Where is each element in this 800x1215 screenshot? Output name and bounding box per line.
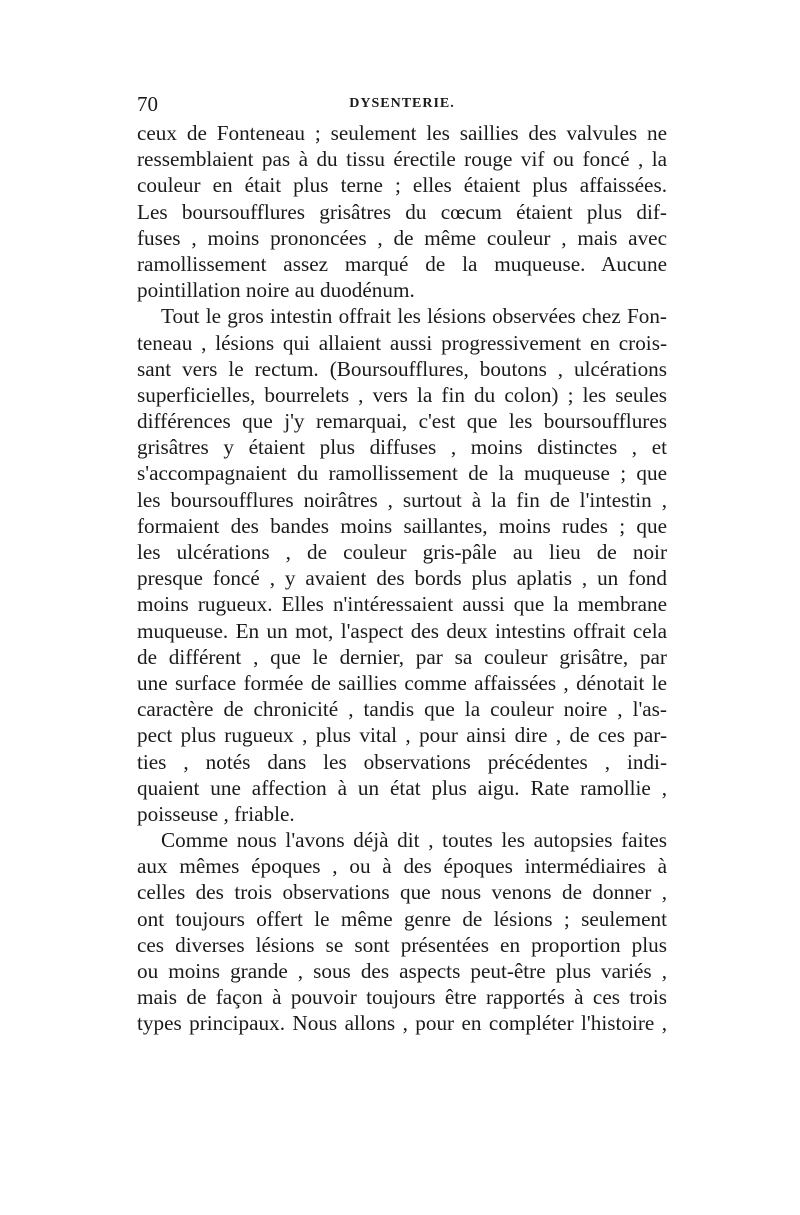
text-line: celles des trois observations que nous venons de donner , — [137, 880, 667, 905]
text-line: s'accompagnaient du ramollissement de la muqueuse ; que — [137, 461, 667, 486]
book-page — [137, 92, 667, 1037]
text-line: ramollissement assez marqué de la muqueuse. Aucune — [137, 251, 667, 276]
text-line: grisâtres y étaient plus diffuses , moins distinctes , et — [137, 435, 667, 460]
text-line: aux mêmes époques , ou à des époques intermédiaires à — [137, 854, 667, 879]
text-line: quaient une affection à un état plus aigu. Rate ramollie , — [137, 775, 667, 800]
text-line: pointillation noire au duodénum. — [137, 278, 415, 303]
text-line: ont toujours offert le même genre de lésions ; seulement — [137, 906, 667, 931]
text-line: muqueuse. En un mot, l'aspect des deux intestins offrait cela — [137, 618, 667, 643]
text-line: sant vers le rectum. (Boursoufflures, boutons , ulcérations — [137, 356, 667, 381]
text-line: couleur en était plus terne ; elles étaient plus affaissées. — [137, 173, 667, 198]
text-line: mais de façon à pouvoir toujours être rapportés à ces trois — [137, 985, 667, 1010]
text-line: ties , notés dans les observations précédentes , indi- — [137, 749, 667, 774]
text-line: différences que j'y remarquai, c'est que les boursoufflures — [137, 409, 667, 434]
text-line: poisseuse , friable. — [137, 801, 295, 826]
page-number: 70 — [137, 92, 158, 116]
text-line: moins rugueux. Elles n'intéressaient aussi que la membrane — [137, 592, 667, 617]
text-line: une surface formée de saillies comme affaissées , dénotait le — [137, 670, 667, 695]
running-head: DYSENTERIE. — [349, 96, 455, 111]
text-line: pect plus rugueux , plus vital , pour ainsi dire , de ces par- — [137, 723, 667, 748]
text-line: Tout le gros intestin offrait les lésions observées chez Fon- — [161, 304, 667, 329]
text-line: les boursoufflures noirâtres , surtout à la fin de l'intestin , — [137, 487, 667, 512]
text-line: ces diverses lésions se sont présentées en proportion plus — [137, 932, 667, 957]
page-header — [137, 92, 667, 120]
text-line: fuses , moins prononcées , de même couleur , mais avec — [137, 225, 667, 250]
text-line: de différent , que le dernier, par sa couleur grisâtre, par — [137, 644, 667, 669]
body-text — [137, 120, 667, 1037]
text-line: presque foncé , y avaient des bords plus aplatis , un fond — [137, 566, 667, 591]
text-line: caractère de chronicité , tandis que la couleur noire , l'as- — [137, 697, 667, 722]
text-line: ou moins grande , sous des aspects peut-être plus variés , — [137, 959, 667, 983]
text-line: superficielles, bourrelets , vers la fin du colon) ; les seules — [137, 382, 667, 407]
text-line: les ulcérations , de couleur gris-pâle au lieu de noir — [137, 540, 667, 564]
text-line: Les boursoufflures grisâtres du cœcum étaient plus dif- — [137, 199, 667, 224]
text-line: Comme nous l'avons déjà dit , toutes les autopsies faites — [161, 828, 667, 853]
text-line: formaient des bandes moins saillantes, moins rudes ; que — [137, 513, 667, 538]
text-line: ceux de Fonteneau ; seulement les saillies des valvules ne — [137, 121, 667, 145]
text-line: ressemblaient pas à du tissu érectile rouge vif ou foncé , la — [137, 147, 667, 172]
text-line: types principaux. Nous allons , pour en compléter l'histoire , — [137, 1011, 667, 1036]
text-line: teneau , lésions qui allaient aussi progressivement en crois- — [137, 330, 667, 355]
